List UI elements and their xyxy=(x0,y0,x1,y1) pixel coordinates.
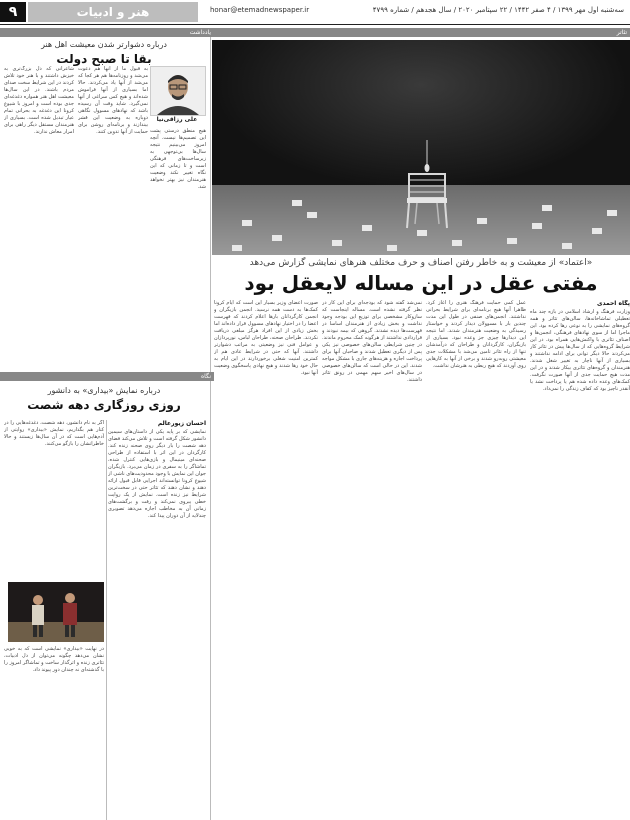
paper-sheet xyxy=(507,238,517,244)
paper-sheet xyxy=(562,243,572,249)
masthead xyxy=(0,0,630,24)
review-headline: روزی روزگاری دهه شصت xyxy=(27,398,181,412)
paper-sheet xyxy=(292,200,302,206)
author-name: علی رزاقی‌نیا xyxy=(156,116,198,123)
story-column-2 xyxy=(426,300,526,818)
chair-icon xyxy=(397,140,457,230)
paper-sheet xyxy=(532,223,542,229)
author-photo xyxy=(150,66,206,116)
paper-sheet xyxy=(332,240,342,246)
review-column-a xyxy=(4,420,104,580)
column-divider xyxy=(106,420,107,820)
note-column-c xyxy=(150,128,206,366)
story-columns xyxy=(212,300,630,818)
story-headline: مفتی عقل در این مساله لایعقل بود xyxy=(244,271,598,295)
paper-sheet xyxy=(272,235,282,241)
column-text: در نهایت «بیداری» نمایشی است که به خوبی نشان می‌دهد چگونه می‌توان از دل ادبیات، تئاتری زنده و اثرگذار ساخت و تماشاگر امروز را با گذشته‌ای نه چندان دور پیوند داد. xyxy=(4,646,104,673)
website-address[interactable]: honar@etemadnewspaper.ir xyxy=(210,6,310,14)
review-title: درباره نمایش «بیداری» به دانشور xyxy=(47,386,161,395)
review-byline: احسان زیورعالم xyxy=(157,420,206,427)
story-byline: پگاه احمدی xyxy=(597,300,630,307)
section-label-view: نگاه xyxy=(0,372,214,381)
column-text: عمل کمی حمایت فرهنگ هنری را آغاز کرد. ظاهرا آنها هیچ برنامه‌ای برای شرایط بحرانی نداشتند. انجمن‌های صنفی در طول این مدت چندین بار با مسوولان دیدار کردند و خواستار رسیدگی به وضعیت هنرمندان شدند. اما نتیجه این دیدارها چیزی جز وعده نبود. بسیاری از بازیگران، کارگردانان و طراحان که درآمدشان تنها از راه تئاتر تامین می‌شد با مشکلات جدی معیشتی روبه‌رو شدند و برخی از آنها به کارهایی روی آوردند که هیچ ربطی به هنرشان نداشت. xyxy=(426,300,526,369)
paper-sheet xyxy=(417,230,427,236)
review-column-c xyxy=(4,646,104,820)
review-column-b xyxy=(108,420,206,820)
dateline: سه‌شنبه اول مهر ۱۳۹۹ / ۴ صفر ۱۴۴۲ / ۲۲ سپتامبر ۲۰۲۰ / سال هجدهم / شماره ۴۷۹۹ xyxy=(372,6,624,14)
story-column-1 xyxy=(530,300,630,818)
note-column-b xyxy=(78,66,148,366)
note-column-a xyxy=(4,66,74,366)
column-text: نمایشی که بر پایه یکی از داستان‌های سیمین دانشور شکل گرفته است و تلاش می‌کند فضای دهه شصت را بار دیگر روی صحنه زنده کند. کارگردان در این اثر با استفاده از طراحی صحنه‌ای مینیمال و بازی‌هایی کنترل شده، تماشاگر را به سفری در زمان می‌برد. بازیگران جوان این نمایش با وجود محدودیت‌های ناشی از شیوع کرونا توانسته‌اند اجرایی قابل قبول ارائه دهند و نشان دهند که تئاتر حتی در سخت‌ترین شرایط نیز زنده است. نمایش از یک روایت خطی پیروی نمی‌کند و رفت و برگشت‌های زمانی آن به مخاطب اجازه می‌دهد تصویری چندلایه از آن دوران پیدا کند. xyxy=(108,429,206,519)
column-text: نمی‌شد گفته شود که بودجه‌ای برای این کار در نظر گرفته نشده است. مساله اینجاست که سازوکار مشخصی برای توزیع این بودجه وجود نداشت و بخش زیادی از هنرمندان اساسا در فهرست‌ها دیده نشدند. گروهی که بیمه نبودند و قراردادی نداشتند از هرگونه کمک محروم ماندند. در چنین شرایطی سالن‌های خصوصی نیز یکی پس از دیگری تعطیل شدند و صاحبان آنها برای پرداخت اجاره و هزینه‌های جاری با مشکل مواجه شدند. این در حالی است که سالن‌های خصوصی در سال‌های اخیر سهم مهمی در رونق تئاتر داشتند. xyxy=(322,300,422,383)
paper-sheet xyxy=(452,240,462,246)
section-label-note: یادداشت xyxy=(0,28,214,37)
section-label-theatre: تئاتر xyxy=(212,28,630,37)
paper-sheet xyxy=(362,225,372,231)
column-text: اگر به نام دانشور، دهه شصت، دغدغه‌هایی را در کنار هم بگذاریم، نمایش «بیداری» روایتی از آدم‌هایی است که در آن سال‌ها زیستند و حالا خاطراتشان را بازگو می‌کنند. xyxy=(4,420,104,447)
column-text: وزارت فرهنگ و ارشاد اسلامی در بازه چند ماه تعطیلی تماشاخانه‌ها، سالن‌های تئاتر و همه گروه‌های نمایشی را به نوعی رها کرده بود. این ماجرا اما از سوی نهادهای فرهنگی، انجمن‌ها و اصناف تئاتری با واکنش‌هایی همراه بود. در این شرایط گروه‌هایی که از سال‌ها پیش در تئاتر کار می‌کردند حالا دیگر توانی برای ادامه نداشتند و بسیاری از آنها ناچار به تغییر شغل شدند. هنرمندان و گروه‌های تئاتری بیکار شدند و در این مدت هیچ حمایت جدی از آنها صورت نگرفت. کمک‌های وعده داده شده هم یا پرداخت نشد یا آنقدر ناچیز بود که کفاف زندگی را نمی‌داد. xyxy=(530,309,630,392)
column-text: شاعرانی که دل بزرگ‌تری به خیزش داشتند و با هنر خود تلاش کردند در این شرایط سخت صدای مردم باشند. در این سال‌ها معیشت اهل هنر همواره دغدغه‌ای جدی بوده است و امروز با شیوع کرونا این دغدغه به بحرانی تمام عیار تبدیل شده است. بسیاری از هنرمندان مستقل دیگر راهی برای امرار معاش ندارند. xyxy=(4,66,74,135)
paper-sheet xyxy=(242,220,252,226)
paper-sheet xyxy=(307,212,317,218)
actors-illustration xyxy=(8,582,104,642)
section-title: هنر و ادبیات xyxy=(28,2,198,22)
note-title: درباره دشوارتر شدن معیشت اهل هنر xyxy=(41,40,167,49)
column-text: به قبول ما از آنها هم دعوت می‌شد و روزنامه‌ها هم هر کجا که می‌شد از آنها یاد می‌کردند. حالا اما بسیاری از آنها فراموش شده‌اند و هیچ کس سراغی از آنها نمی‌گیرد. شاید وقت آن رسیده باشد که نهادهای مسوول نگاهی دوباره به وضعیت این قشر بیندازند و برنامه‌ای روشن برای حمایت از آنها تدوین کنند. xyxy=(78,66,148,135)
page-number: ۹ xyxy=(0,2,26,22)
paper-sheet xyxy=(232,245,242,251)
column-text: هیچ منطق درستی پشت این تصمیم‌ها نیست. آنچه امروز می‌بینیم نتیجه سال‌ها بی‌توجهی به زیرساخت‌های فرهنگی است و تا زمانی که این نگاه تغییر نکند وضعیت هنرمندان نیز بهتر نخواهد شد. xyxy=(150,128,206,190)
story-subhead: «اعتماد» از معیشت و به خاطر رفتن اصناف و حرف مختلف هنرهای نمایشی گزارش می‌دهد xyxy=(249,258,593,268)
note-headline: بقا تا صبح دولت xyxy=(56,52,152,66)
paper-sheet xyxy=(607,210,617,216)
author-portrait-icon xyxy=(151,67,205,115)
header-rule xyxy=(0,24,630,25)
story-column-4 xyxy=(214,300,318,818)
paper-sheet xyxy=(387,245,397,251)
paper-sheet xyxy=(542,205,552,211)
column-text: صورت اعضای وزیر بسیار این است که ایام کرونا کمک‌ها به دست همه نرسید. انجمن بازیگران و انجمن کارگردانان بارها اعلام کردند که فهرست اعضا را در اختیار نهادهای مسوول قرار داده‌اند اما بخش زیادی از این افراد هرگز مبلغی دریافت نکردند. طراحان صحنه، طراحان لباس، نورپردازان و عوامل فنی نیز وضعیتی به مراتب دشوارتر داشتند. آنها که حتی در شرایط عادی هم از کمترین امنیت شغلی برخوردارند در این ایام به حال خود رها شدند و هیچ نهادی پاسخگوی وضعیت آنها نبود. xyxy=(214,300,318,376)
column-divider xyxy=(210,28,211,820)
story-column-3 xyxy=(322,300,422,818)
play-scene-photo xyxy=(8,582,104,642)
stage-chair-photo xyxy=(212,40,630,255)
paper-sheet xyxy=(477,218,487,224)
paper-sheet xyxy=(592,228,602,234)
